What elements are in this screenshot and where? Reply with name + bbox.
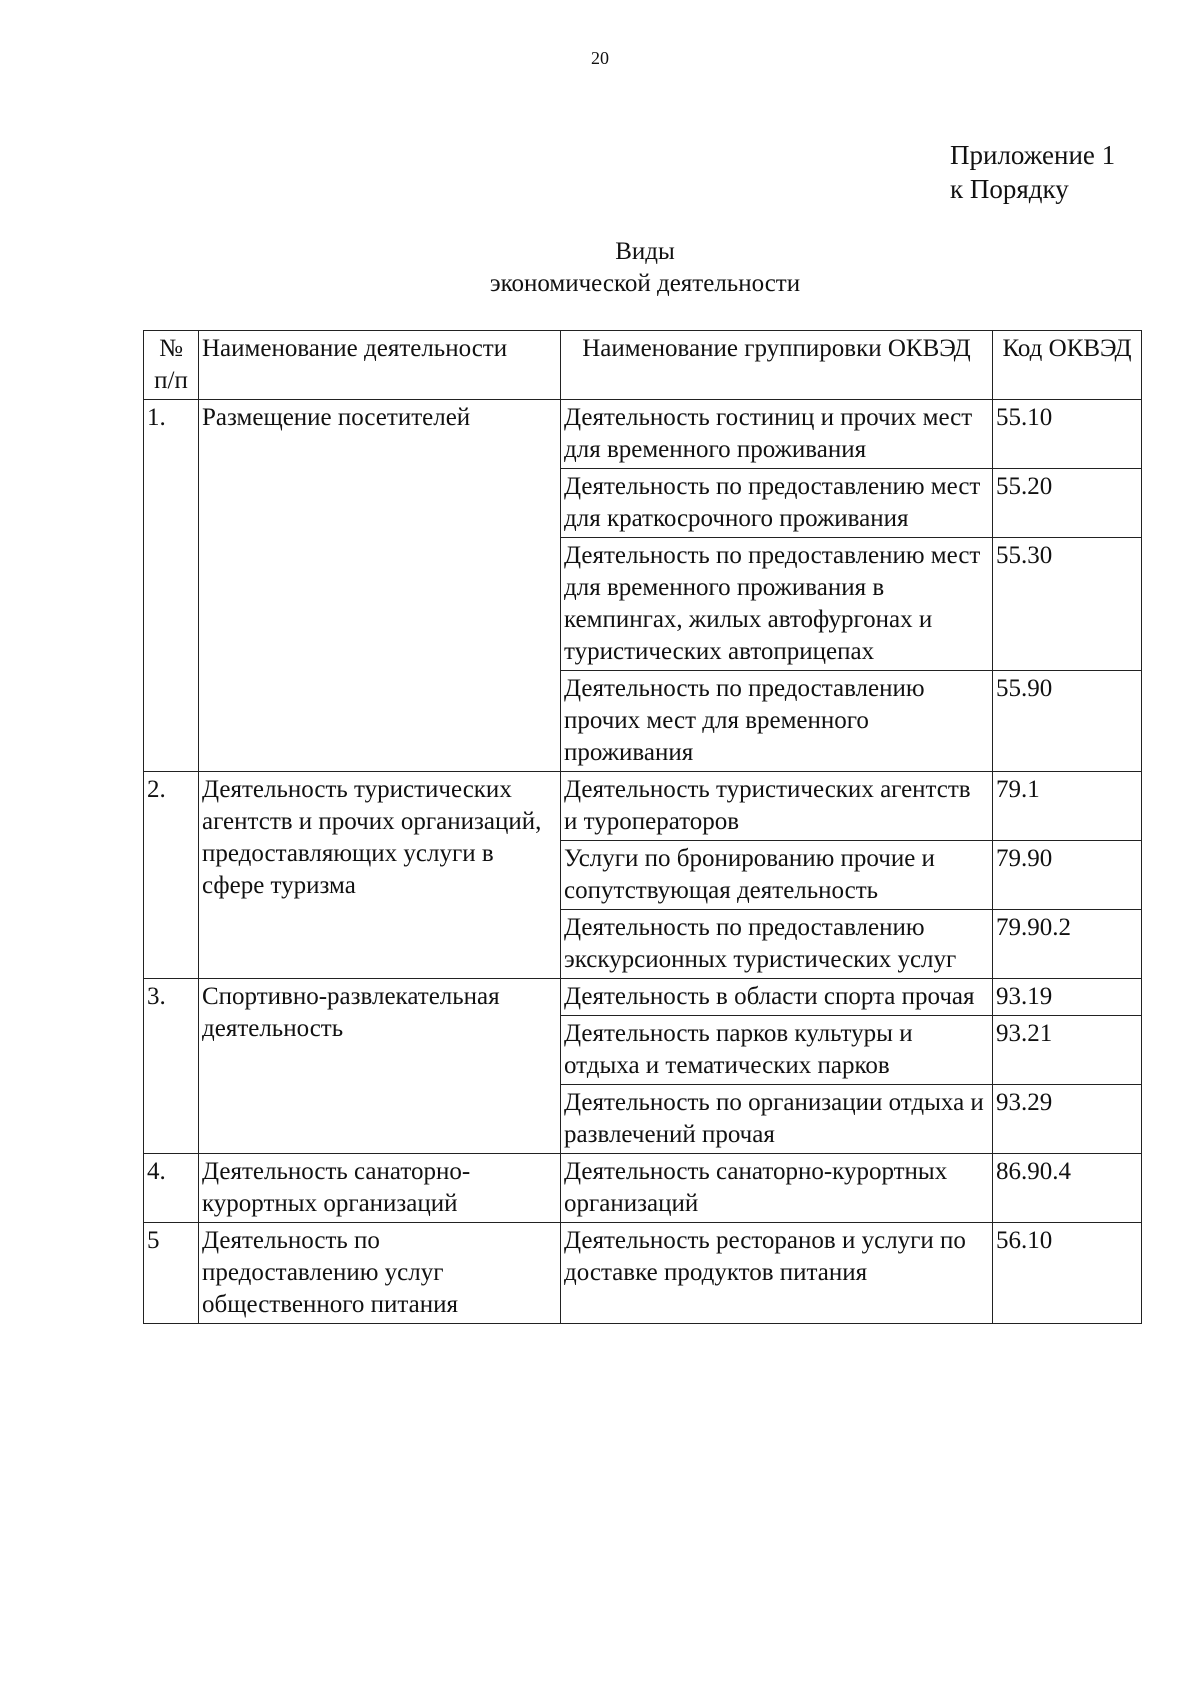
header-code: Код ОКВЭД bbox=[993, 331, 1142, 400]
row-number: 5 bbox=[144, 1223, 199, 1324]
row-number: 3. bbox=[144, 979, 199, 1154]
okved-code: 86.90.4 bbox=[993, 1154, 1142, 1223]
okved-group-name: Деятельность по предоставлению мест для временного проживания в кемпингах, жилых автофургонах и туристических автоприцепах bbox=[561, 538, 993, 671]
activities-table bbox=[143, 330, 1142, 1324]
activity-name: Спортивно-развлекательная деятельность bbox=[199, 979, 561, 1154]
okved-group-name: Деятельность в области спорта прочая bbox=[561, 979, 993, 1016]
appendix-line-1: Приложение 1 bbox=[950, 140, 1116, 170]
row-number: 4. bbox=[144, 1154, 199, 1223]
appendix-line-2: к Порядку bbox=[950, 174, 1069, 204]
activity-name: Деятельность туристических агентств и прочих организаций, предоставляющих услуги в сфере туризма bbox=[199, 772, 561, 979]
document-title-line-1: Виды bbox=[615, 238, 675, 265]
okved-code: 79.90.2 bbox=[993, 910, 1142, 979]
okved-code: 93.21 bbox=[993, 1016, 1142, 1085]
okved-code: 55.20 bbox=[993, 469, 1142, 538]
okved-group-name: Деятельность парков культуры и отдыха и тематических парков bbox=[561, 1016, 993, 1085]
okved-code: 79.1 bbox=[993, 772, 1142, 841]
header-activity: Наименование деятельности bbox=[199, 331, 561, 400]
table-row bbox=[144, 1154, 1142, 1223]
table-body bbox=[144, 400, 1142, 1324]
table-row bbox=[144, 772, 1142, 841]
activity-name: Деятельность санаторно-курортных организаций bbox=[199, 1154, 561, 1223]
okved-group-name: Деятельность по организации отдыха и развлечений прочая bbox=[561, 1085, 993, 1154]
table-header-row bbox=[144, 331, 1142, 400]
activity-name: Размещение посетителей bbox=[199, 400, 561, 772]
okved-code: 93.29 bbox=[993, 1085, 1142, 1154]
okved-group-name: Деятельность по предоставлению мест для краткосрочного проживания bbox=[561, 469, 993, 538]
okved-group-name: Услуги по бронированию прочие и сопутствующая деятельность bbox=[561, 841, 993, 910]
row-number: 1. bbox=[144, 400, 199, 772]
okved-code: 55.10 bbox=[993, 400, 1142, 469]
okved-group-name: Деятельность ресторанов и услуги по доставке продуктов питания bbox=[561, 1223, 993, 1324]
table-row bbox=[144, 400, 1142, 469]
okved-code: 93.19 bbox=[993, 979, 1142, 1016]
activity-name: Деятельность по предоставлению услуг общественного питания bbox=[199, 1223, 561, 1324]
okved-group-name: Деятельность по предоставлению прочих мест для временного проживания bbox=[561, 671, 993, 772]
document-title bbox=[0, 236, 1200, 300]
document-title-line-2: экономической деятельности bbox=[489, 270, 801, 297]
okved-group-name: Деятельность по предоставлению экскурсионных туристических услуг bbox=[561, 910, 993, 979]
appendix-label bbox=[950, 138, 1115, 206]
table-row bbox=[144, 979, 1142, 1016]
table-row bbox=[144, 1223, 1142, 1324]
row-number: 2. bbox=[144, 772, 199, 979]
okved-group-name: Деятельность гостиниц и прочих мест для временного проживания bbox=[561, 400, 993, 469]
header-group: Наименование группировки ОКВЭД bbox=[561, 331, 993, 400]
okved-code: 79.90 bbox=[993, 841, 1142, 910]
okved-code: 55.30 bbox=[993, 538, 1142, 671]
page-number: 20 bbox=[591, 48, 609, 68]
okved-group-name: Деятельность туристических агентств и туроператоров bbox=[561, 772, 993, 841]
header-num: № п/п bbox=[144, 331, 199, 400]
okved-code: 56.10 bbox=[993, 1223, 1142, 1324]
okved-group-name: Деятельность санаторно-курортных организаций bbox=[561, 1154, 993, 1223]
okved-code: 55.90 bbox=[993, 671, 1142, 772]
